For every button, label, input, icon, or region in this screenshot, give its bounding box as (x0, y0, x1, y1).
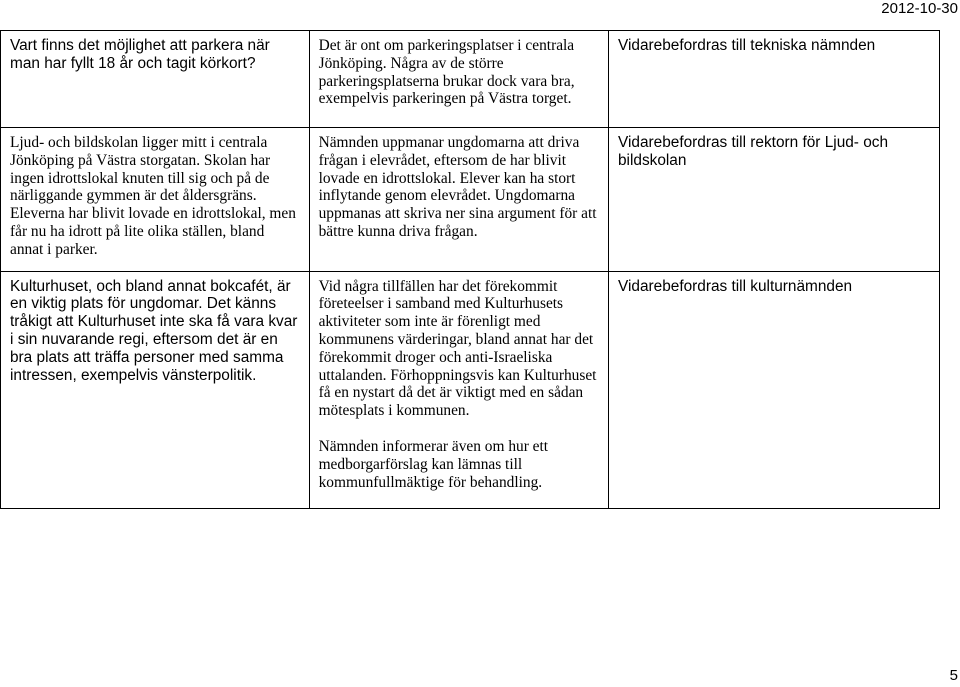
action-text: Vidarebefordras till kulturnämnden (617, 277, 853, 295)
table-row (1, 271, 940, 508)
action-text: Vidarebefordras till tekniska nämnden (617, 37, 876, 54)
document-date: 2012-10-30 (881, 0, 958, 17)
table-row (1, 128, 940, 272)
action-text: Vidarebefordras till rektorn för Ljud- och bildskolan (617, 134, 889, 169)
issue-cell (1, 271, 310, 508)
response-text: Nämnden uppmanar ungdomarna att driva frågan i elevrådet, eftersom de har blivit lovade en idrottslokal. Elever kan ha stort inflytande genom elevrådet. Ungdomarna uppmanas att skriva ner sina argument för att bättre kunna driva frågan. (318, 134, 597, 240)
response-cell (309, 128, 608, 272)
action-cell (608, 271, 939, 508)
page-number: 5 (949, 667, 958, 684)
action-cell (608, 128, 939, 272)
minutes-table (0, 30, 940, 509)
table-row (1, 31, 940, 128)
issue-cell (1, 31, 310, 128)
response-text: Det är ont om parkeringsplatser i centrala Jönköping. Några av de större parkeringsplatserna brukar dock vara bra, exempelvis parkeringen på Västra torget. (318, 37, 575, 108)
response-cell (309, 271, 608, 508)
issue-text: Vart finns det möjlighet att parkera när man har fyllt 18 år och tagit körkort? (10, 37, 270, 72)
issue-cell (1, 128, 310, 272)
issue-text: Ljud- och bildskolan ligger mitt i centrala Jönköping på Västra storgatan. Skolan har ingen idrottslokal knuten till sig och på de närliggande gymmen är det åldersgräns. Eleverna har blivit lovade en idrottslokal, men får nu ha idrott på lite olika ställen, bland annat i parker. (10, 134, 296, 258)
response-text: Vid några tillfällen har det förekommit företeelser i samband med Kulturhusets aktiviteter som inte är förenligt med kommunens värderingar, bland annat har det förekommit droger och anti-Israeliska uttalanden. Förhoppningsvis kan Kulturhuset få en nystart då det är viktigt med en sådan mötesplats i kommunen. (318, 277, 597, 420)
action-cell (608, 31, 939, 128)
issue-text: Kulturhuset, och bland annat bokcafét, är en viktig plats för ungdomar. Det känns tråkigt att Kulturhuset inte ska få vara kvar i sin nuvarande regi, eftersom det är en bra plats att träffa personer med samma intressen, exempelvis vänsterpolitik. (10, 277, 298, 384)
response-text: Nämnden informerar även om hur ett medborgarförslag kan lämnas till kommunfullmäktige för behandling. (318, 437, 549, 491)
response-cell (309, 31, 608, 128)
